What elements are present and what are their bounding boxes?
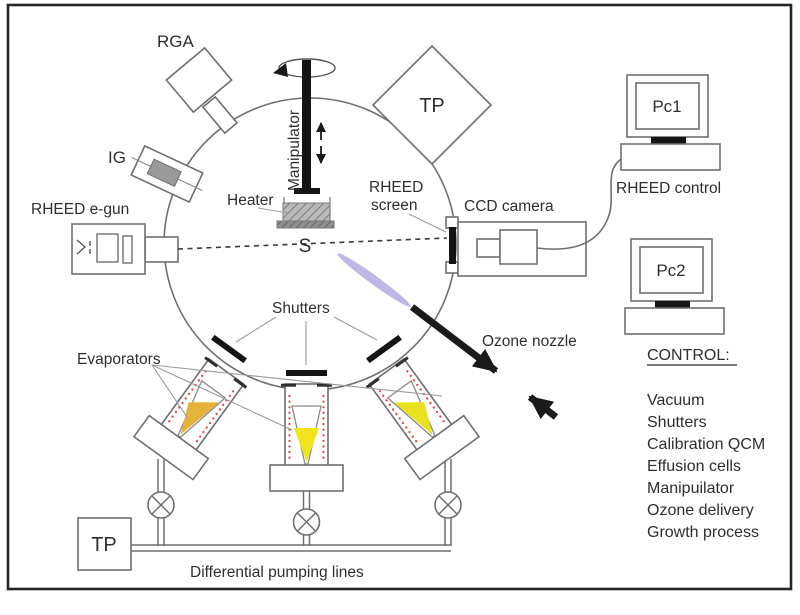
- valve-icon: [294, 509, 320, 535]
- pc1-label: Pc1: [652, 97, 682, 116]
- flange: [270, 465, 343, 491]
- pc2-label: Pc2: [656, 261, 686, 280]
- rheed-screen-label-line2: screen: [371, 197, 418, 214]
- camera-lens-icon: [477, 239, 500, 257]
- sample-label: S: [298, 236, 312, 257]
- control-item-vacuum: Vacuum: [647, 392, 705, 409]
- rheed-screen-label-line1: RHEED: [369, 179, 424, 196]
- shutters-label: Shutters: [272, 300, 330, 317]
- rga-label: RGA: [157, 32, 194, 51]
- valve-icon: [435, 492, 461, 518]
- pc2-computer: [625, 239, 724, 334]
- camera-body-icon: [500, 230, 537, 264]
- evaporators-label: Evaporators: [77, 351, 161, 368]
- control-item-calibration-qcm: Calibration QCM: [647, 436, 766, 453]
- ozone-nozzle-label: Ozone nozzle: [482, 333, 577, 350]
- control-item-growth-process: Growth process: [647, 524, 760, 541]
- rheed-egun-label: RHEED e-gun: [31, 201, 130, 218]
- control-item-effusion-cells: Effusion cells: [647, 458, 741, 475]
- control-item-manipulator: Manipuilator: [647, 480, 735, 497]
- ig-label: IG: [108, 148, 126, 167]
- computer-base: [625, 308, 724, 334]
- heater-label: Heater: [227, 192, 274, 209]
- control-heading: CONTROL:: [647, 347, 730, 364]
- turbo-pump-top-label: TP: [419, 95, 445, 117]
- shutter-middle: [286, 370, 327, 376]
- turbo-pump-bottom-label: TP: [91, 534, 117, 556]
- control-item-ozone-delivery: Ozone delivery: [647, 502, 754, 519]
- ccd-camera-label: CCD camera: [464, 198, 554, 215]
- valve-icon: [148, 492, 174, 518]
- manipulator-label: Manipulator: [286, 110, 303, 191]
- manipulator-rod: [302, 60, 311, 191]
- rheed-control-label: RHEED control: [616, 180, 722, 197]
- heater-block: [283, 203, 330, 221]
- sample-holder-plate: [277, 221, 334, 228]
- computer-base: [621, 144, 720, 170]
- differential-pumping-label: Differential pumping lines: [190, 564, 364, 581]
- pc1-computer: [621, 75, 720, 170]
- control-item-shutters: Shutters: [647, 414, 707, 431]
